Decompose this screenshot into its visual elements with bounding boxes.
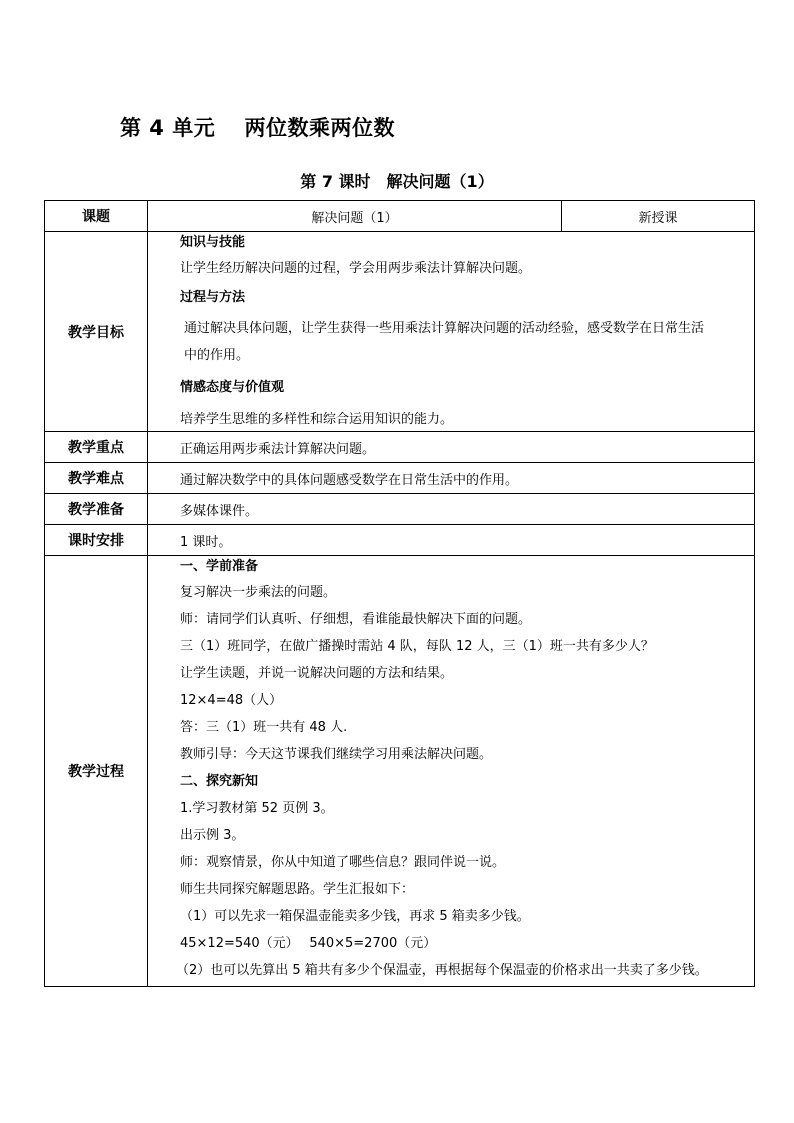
process-line: 师：观察情景，你从中知道了哪些信息？跟同伴说一说。	[180, 855, 506, 870]
lesson-title: 第 7 课时 解决问题（1）	[300, 172, 494, 191]
key-point-label: 教学重点	[45, 432, 148, 463]
process-line: 45×12=540（元） 540×5=2700（元）	[180, 936, 437, 951]
process-line: 师生共同探究解题思路。学生汇报如下：	[180, 882, 415, 897]
key-point-row	[45, 432, 755, 463]
process-line: 12×4=48（人）	[180, 693, 283, 708]
difficulty-label: 教学难点	[45, 463, 148, 494]
key-point-text: 正确运用两步乘法计算解决问题。	[148, 432, 755, 463]
objectives-row	[45, 232, 755, 432]
unit-title: 第 4 单元 两位数乘两位数	[120, 116, 396, 140]
objective-text-process-2: 中的作用。	[184, 348, 250, 363]
preparation-label: 教学准备	[45, 494, 148, 525]
lesson-type: 新授课	[562, 201, 755, 232]
process-section-prep: 一、学前准备	[180, 559, 259, 574]
objectives-label: 教学目标	[45, 232, 148, 432]
process-line: （1）可以先求一箱保温壶能卖多少钱，再求 5 箱卖多少钱。	[180, 909, 530, 924]
process-line: 出示例 3。	[180, 828, 245, 843]
preparation-text: 多媒体课件。	[148, 494, 755, 525]
difficulty-text: 通过解决数学中的具体问题感受数学在日常生活中的作用。	[148, 463, 755, 494]
process-line: 1.学习教材第 52 页例 3。	[180, 801, 334, 816]
objective-heading-emotion: 情感态度与价值观	[180, 380, 285, 395]
objective-heading-knowledge: 知识与技能	[180, 235, 246, 250]
objective-text-emotion: 培养学生思维的多样性和综合运用知识的能力。	[180, 412, 454, 427]
preparation-row	[45, 494, 755, 525]
process-line: 复习解决一步乘法的问题。	[180, 585, 337, 600]
process-line: 答：三（1）班一共有 48 人.	[180, 720, 348, 735]
objective-text-knowledge: 让学生经历解决问题的过程，学会用两步乘法计算解决问题。	[180, 261, 532, 276]
process-label: 教学过程	[45, 556, 148, 987]
process-line: 师：请同学们认真听、仔细想，看谁能最快解决下面的问题。	[180, 612, 532, 627]
schedule-label: 课时安排	[45, 525, 148, 556]
process-line: 三（1）班同学，在做广播操时需站 4 队，每队 12 人，三（1）班一共有多少人？	[180, 639, 654, 654]
schedule-row	[45, 525, 755, 556]
lesson-plan-table	[44, 200, 755, 987]
difficulty-row	[45, 463, 755, 494]
process-content	[148, 556, 755, 987]
process-line: 教师引导：今天这节课我们继续学习用乘法解决问题。	[180, 747, 493, 762]
process-line: （2）也可以先算出 5 箱共有多少个保温壶，再根据每个保温壶的价格求出一共卖了多少钱。	[176, 963, 708, 978]
topic-row	[45, 201, 755, 232]
objective-text-process-1: 通过解决具体问题，让学生获得一些用乘法计算解决问题的活动经验，感受数学在日常生活	[184, 321, 705, 336]
process-section-explore: 二、探究新知	[180, 774, 259, 789]
objectives-content	[148, 232, 755, 432]
topic-value: 解决问题（1）	[148, 201, 562, 232]
schedule-text: 1 课时。	[148, 525, 755, 556]
process-row	[45, 556, 755, 987]
objective-heading-process: 过程与方法	[180, 290, 246, 305]
topic-label: 课题	[45, 201, 148, 232]
process-line: 让学生读题，并说一说解决问题的方法和结果。	[180, 666, 454, 681]
